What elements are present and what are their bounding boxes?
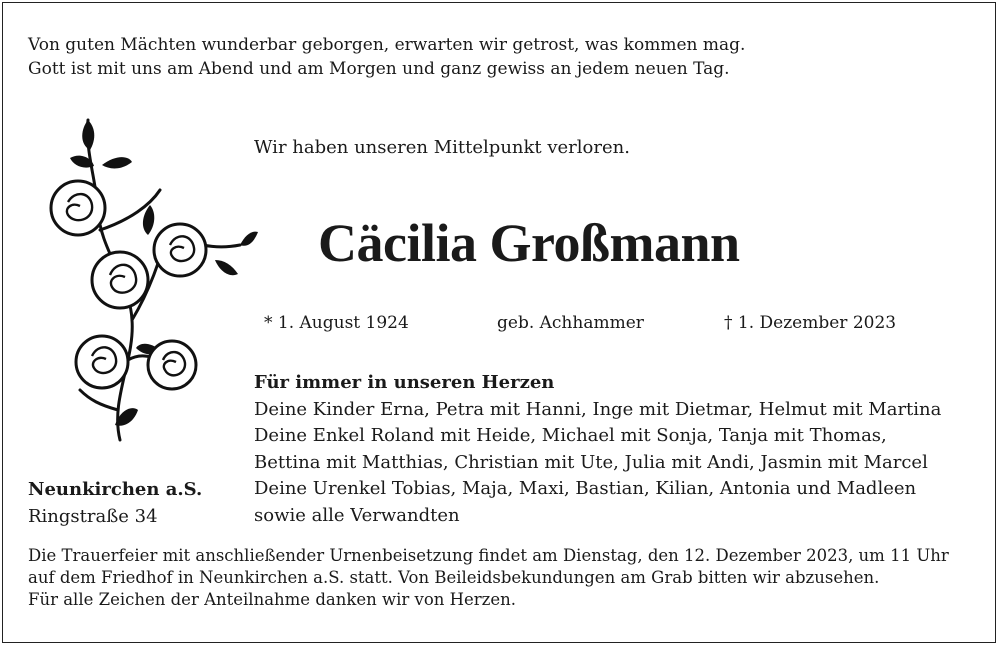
motto-verse xyxy=(28,34,745,81)
funeral-notice-line-1: Die Trauerfeier mit anschließender Urnenbeisetzung findet am Dienstag, den 12. Dezember 2023, um 11 Uhr xyxy=(28,546,949,565)
mourners-line: Deine Kinder Erna, Petra mit Hanni, Inge mit Dietmar, Helmut mit Martina xyxy=(254,398,942,420)
funeral-notice-line-2: auf dem Friedhof in Neunkirchen a.S. statt. Von Beileidsbekundungen am Grab bitten wir abzusehen. xyxy=(28,568,880,587)
death-date: † 1. Dezember 2023 xyxy=(724,313,897,333)
mourners-line: Deine Enkel Roland mit Heide, Michael mit Sonja, Tanja mit Thomas, xyxy=(254,425,887,446)
family-address xyxy=(28,477,202,530)
motto-line-2: Gott ist mit uns am Abend und am Morgen und ganz gewiss an jedem neuen Tag. xyxy=(28,58,730,79)
mourners-heading: Für immer in unseren Herzen xyxy=(254,372,555,393)
mourners-block xyxy=(254,370,941,529)
address-city: Neunkirchen a.S. xyxy=(28,479,203,500)
mourners-line: Bettina mit Matthias, Christian mit Ute, Julia mit Andi, Jasmin mit Marcel xyxy=(254,451,928,473)
funeral-notice xyxy=(28,545,949,611)
mourners-line: sowie alle Verwandten xyxy=(254,504,460,526)
mourners-line: Deine Urenkel Tobias, Maja, Maxi, Bastian, Kilian, Antonia und Madleen xyxy=(254,478,917,499)
maiden-name: geb. Achhammer xyxy=(497,313,644,333)
motto-line-1: Von guten Mächten wunderbar geborgen, erwarten wir getrost, was kommen mag. xyxy=(28,35,746,55)
deceased-name: Cäcilia Großmann xyxy=(318,213,740,273)
intro-line: Wir haben unseren Mittelpunkt verloren. xyxy=(254,137,630,158)
address-street: Ringstraße 34 xyxy=(28,505,158,527)
rose-branch-icon xyxy=(40,110,260,450)
funeral-notice-line-3: Für alle Zeichen der Anteilnahme danken wir von Herzen. xyxy=(28,590,517,609)
birth-date: * 1. August 1924 xyxy=(264,313,409,333)
